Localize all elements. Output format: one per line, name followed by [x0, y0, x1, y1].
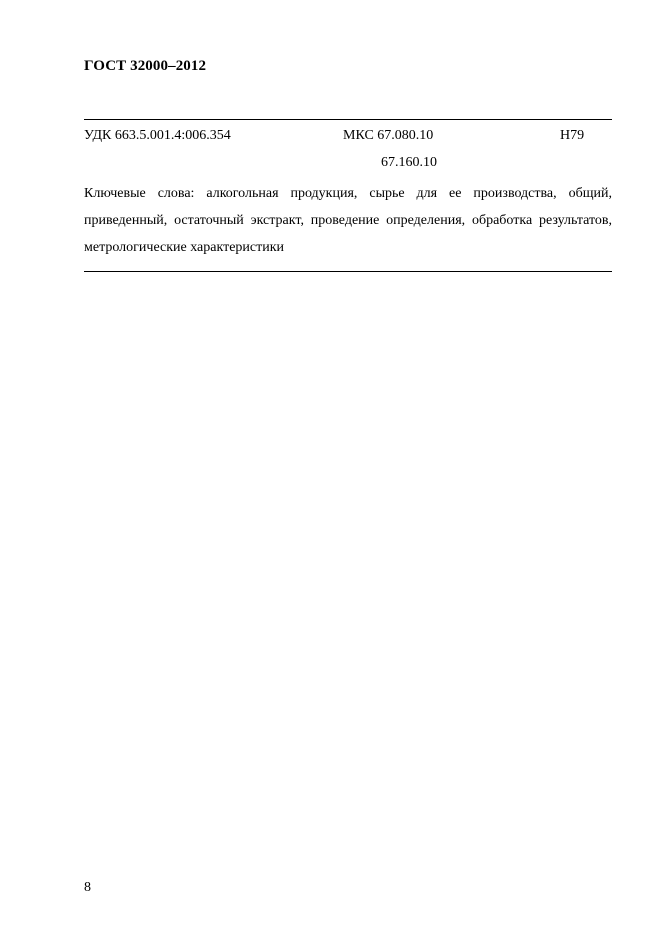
mks-code-primary: МКС 67.080.10: [343, 128, 434, 143]
mks-code-secondary: 67.160.10: [381, 155, 437, 170]
udk-code: УДК 663.5.001.4:006.354: [84, 128, 231, 143]
top-rule: [84, 119, 612, 120]
okstu-code: Н79: [560, 128, 585, 143]
bottom-rule: [84, 271, 612, 272]
page-number: 8: [84, 880, 91, 895]
keywords-paragraph: Ключевые слова: алкогольная продукция, сырье для ее производства, общий, приведенный, остаточный экстракт, проведение определения, обработка результатов, метрологические характеристики: [84, 186, 612, 255]
standard-header: ГОСТ 32000–2012: [84, 58, 207, 74]
